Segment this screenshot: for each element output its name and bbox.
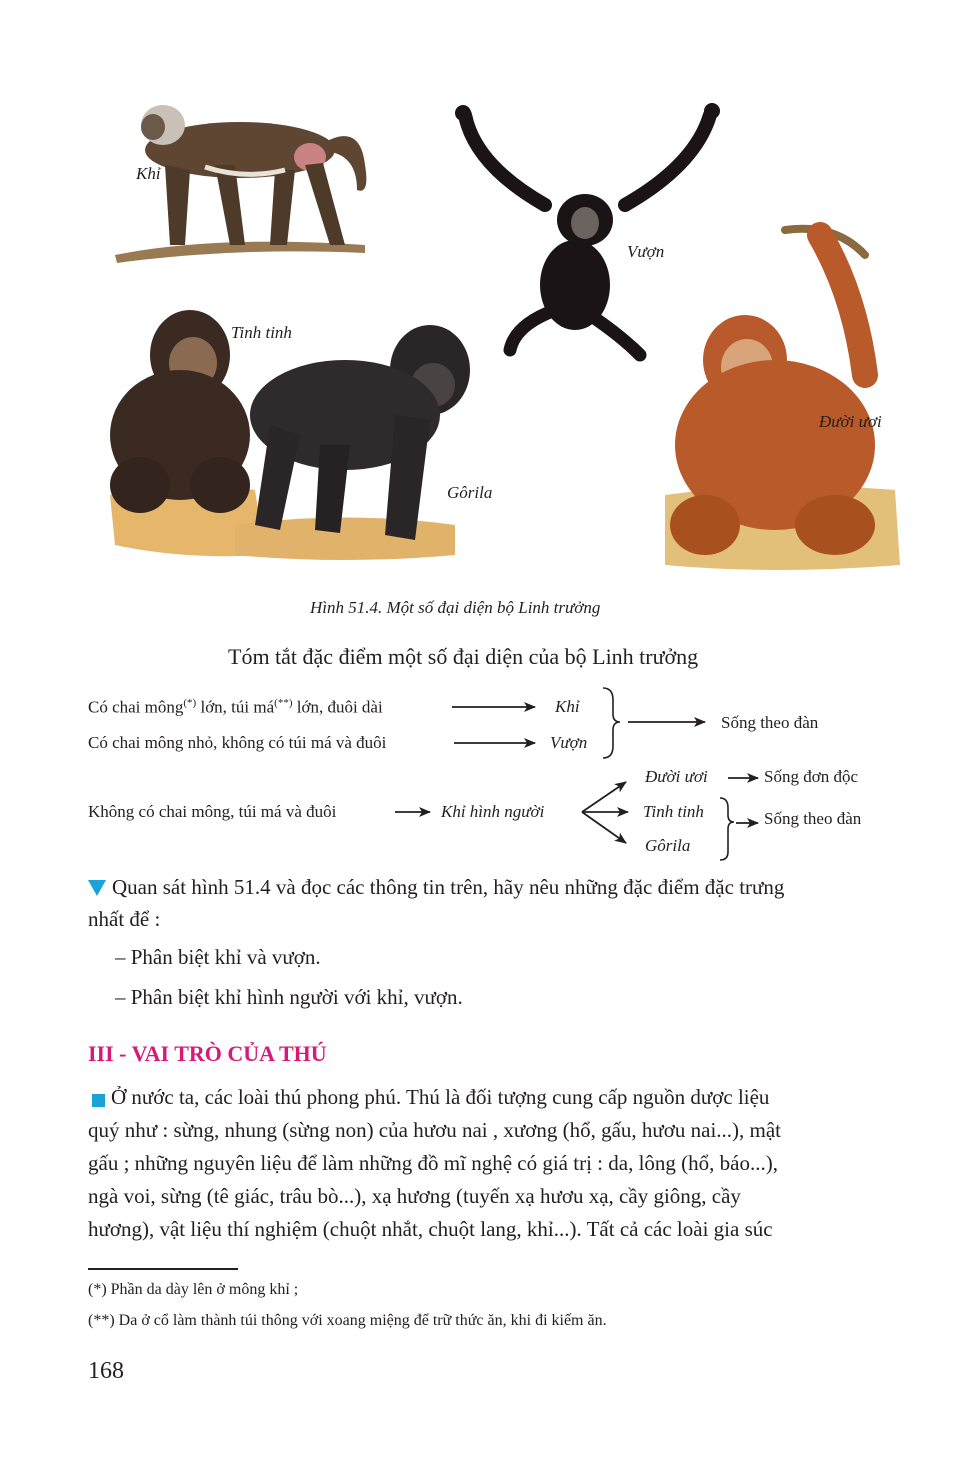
section-line-1: Ở nước ta, các loài thú phong phú. Thú là đối tượng cung cấp nguồn dược liệu [111,1085,770,1109]
summary-title: Tóm tắt đặc điểm một số đại diện của bộ Linh trưởng [228,644,699,669]
label-gorila: Gôrila [447,483,493,502]
section-line-5: hương), vật liệu thí nghiệm (chuột nhắt, chuột lang, khỉ...). Tất cả các loài gia súc [88,1217,773,1241]
question-marker-icon [88,880,106,896]
arrow-branch-gorila [582,812,626,843]
arrow-branch-duoi-uoi [582,782,626,812]
row1-text-a: Có chai mông [88,697,184,717]
label-tinh-tinh: Tinh tinh [231,323,292,342]
question-line-1: Quan sát hình 51.4 và đọc các thông tin trên, hãy nêu những đặc điểm đặc trưng [112,875,785,899]
label-khi: Khỉ [136,164,161,183]
brace-group2 [720,798,734,860]
summary-row-3-result: Khỉ hình người [441,802,545,821]
summary-row-2-text: Có chai mông nhỏ, không có túi má và đuôi [88,733,387,752]
section-line-4: ngà voi, sừng (tê giác, trâu bò...), xạ hương (tuyến xạ hươu xạ, cầy giông, cầy [88,1184,741,1208]
branch-tinh-tinh: Tinh tinh [643,802,704,821]
figure-caption: Hình 51.4. Một số đại diện bộ Linh trưởng [310,598,601,617]
section-line-2: quý như : sừng, nhung (sừng non) của hươu nai , xương (hổ, gấu, hươu nai...), mật [88,1118,782,1142]
row1-text-c: lớn, đuôi dài [292,697,383,717]
page-number: 168 [88,1358,124,1384]
question-item-2: – Phân biệt khỉ hình người với khỉ, vượn. [115,985,463,1009]
section-line-3: gấu ; những nguyên liệu để làm những đồ mĩ nghệ có giá trị : da, lông (hổ, báo...), [88,1151,778,1175]
summary-row-2-result: Vượn [550,733,588,752]
label-vuon: Vượn [627,242,665,261]
footnote-1: (*) Phần da dày lên ở mông khỉ ; [88,1281,299,1298]
summary-group1-outcome: Sống theo đàn [721,713,819,732]
summary-row-3-text: Không có chai mông, túi má và đuôi [88,802,337,821]
summary-row-1-result: Khỉ [555,697,580,716]
question-item-1: – Phân biệt khỉ và vượn. [115,945,321,969]
row1-sup-a: (*) [183,697,197,709]
paragraph-marker-icon [92,1094,105,1107]
outcome-group: Sống theo đàn [764,809,862,828]
row1-text-b: lớn, túi má [196,697,275,717]
branch-duoi-uoi: Đười ươi [645,767,708,786]
brace-group1 [603,688,620,758]
footnote-2: (**) Da ở cổ làm thành túi thông với xoang miệng để trữ thức ăn, khi đi kiếm ăn. [88,1312,607,1329]
row1-sup-b: (**) [274,697,293,709]
question-line-2: nhất để : [88,907,161,931]
branch-gorila: Gôrila [645,836,691,855]
outcome-single: Sống đơn độc [764,767,858,786]
section-heading: III - VAI TRÒ CỦA THÚ [88,1041,327,1066]
label-duoi-uoi: Đười ươi [819,412,882,431]
footnote-divider [88,1268,238,1270]
